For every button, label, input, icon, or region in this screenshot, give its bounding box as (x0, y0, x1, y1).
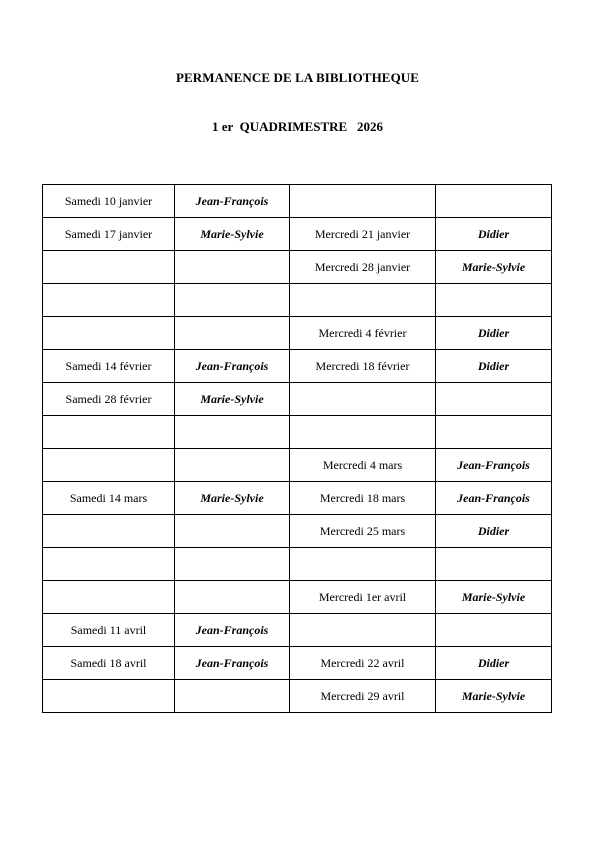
saturday-date-cell (43, 581, 175, 614)
wednesday-volunteer-cell (436, 284, 552, 317)
wednesday-volunteer-cell (436, 548, 552, 581)
wednesday-date-cell: Mercredi 4 mars (290, 449, 436, 482)
wednesday-volunteer-cell: Marie-Sylvie (436, 251, 552, 284)
saturday-volunteer-cell (175, 680, 290, 713)
wednesday-date-cell (290, 614, 436, 647)
wednesday-date-cell: Mercredi 29 avril (290, 680, 436, 713)
saturday-volunteer-cell: Jean-François (175, 350, 290, 383)
saturday-volunteer-cell: Marie-Sylvie (175, 482, 290, 515)
wednesday-volunteer-cell: Jean-François (436, 449, 552, 482)
table-row (43, 416, 552, 449)
table-row (43, 680, 552, 713)
wednesday-date-cell: Mercredi 28 janvier (290, 251, 436, 284)
wednesday-date-cell (290, 416, 436, 449)
table-row (43, 449, 552, 482)
wednesday-date-cell: Mercredi 18 mars (290, 482, 436, 515)
page-title: PERMANENCE DE LA BIBLIOTHEQUE (175, 70, 420, 85)
table-row (43, 383, 552, 416)
saturday-date-cell (43, 251, 175, 284)
wednesday-date-cell (290, 548, 436, 581)
wednesday-date-cell (290, 185, 436, 218)
table-row (43, 647, 552, 680)
table-row (43, 482, 552, 515)
saturday-volunteer-cell (175, 515, 290, 548)
wednesday-volunteer-cell: Didier (436, 317, 552, 350)
wednesday-volunteer-cell (436, 416, 552, 449)
saturday-date-cell (43, 548, 175, 581)
table-row (43, 350, 552, 383)
saturday-date-cell (43, 317, 175, 350)
wednesday-volunteer-cell: Jean-François (436, 482, 552, 515)
wednesday-date-cell: Mercredi 18 février (290, 350, 436, 383)
wednesday-volunteer-cell (436, 614, 552, 647)
wednesday-volunteer-cell: Didier (436, 515, 552, 548)
saturday-date-cell (43, 680, 175, 713)
table-row (43, 317, 552, 350)
table-row (43, 581, 552, 614)
schedule-body (43, 185, 552, 713)
table-row (43, 284, 552, 317)
saturday-volunteer-cell: Jean-François (175, 614, 290, 647)
table-row (43, 251, 552, 284)
table-row (43, 515, 552, 548)
wednesday-volunteer-cell (436, 185, 552, 218)
saturday-date-cell: Samedi 17 janvier (43, 218, 175, 251)
wednesday-date-cell (290, 383, 436, 416)
saturday-volunteer-cell (175, 449, 290, 482)
saturday-volunteer-cell (175, 317, 290, 350)
table-row (43, 548, 552, 581)
wednesday-date-cell: Mercredi 4 février (290, 317, 436, 350)
saturday-volunteer-cell (175, 284, 290, 317)
saturday-volunteer-cell (175, 416, 290, 449)
saturday-date-cell: Samedi 11 avril (43, 614, 175, 647)
saturday-volunteer-cell: Marie-Sylvie (175, 383, 290, 416)
saturday-date-cell: Samedi 18 avril (43, 647, 175, 680)
wednesday-volunteer-cell: Marie-Sylvie (436, 581, 552, 614)
saturday-date-cell: Samedi 10 janvier (43, 185, 175, 218)
saturday-volunteer-cell: Jean-François (175, 185, 290, 218)
wednesday-volunteer-cell: Marie-Sylvie (436, 680, 552, 713)
wednesday-date-cell (290, 284, 436, 317)
table-row (43, 218, 552, 251)
saturday-volunteer-cell: Marie-Sylvie (175, 218, 290, 251)
wednesday-date-cell: Mercredi 21 janvier (290, 218, 436, 251)
saturday-date-cell (43, 449, 175, 482)
schedule-table (42, 184, 552, 713)
saturday-volunteer-cell (175, 251, 290, 284)
saturday-date-cell (43, 416, 175, 449)
table-row (43, 185, 552, 218)
saturday-date-cell (43, 284, 175, 317)
page-subtitle: 1 er QUADRIMESTRE 2026 (212, 119, 383, 134)
wednesday-volunteer-cell: Didier (436, 350, 552, 383)
saturday-date-cell: Samedi 28 février (43, 383, 175, 416)
saturday-date-cell (43, 515, 175, 548)
wednesday-volunteer-cell: Didier (436, 218, 552, 251)
saturday-volunteer-cell (175, 548, 290, 581)
wednesday-volunteer-cell: Didier (436, 647, 552, 680)
table-row (43, 614, 552, 647)
saturday-volunteer-cell (175, 581, 290, 614)
wednesday-date-cell: Mercredi 22 avril (290, 647, 436, 680)
saturday-date-cell: Samedi 14 février (43, 350, 175, 383)
saturday-volunteer-cell: Jean-François (175, 647, 290, 680)
saturday-date-cell: Samedi 14 mars (43, 482, 175, 515)
wednesday-volunteer-cell (436, 383, 552, 416)
wednesday-date-cell: Mercredi 1er avril (290, 581, 436, 614)
wednesday-date-cell: Mercredi 25 mars (290, 515, 436, 548)
